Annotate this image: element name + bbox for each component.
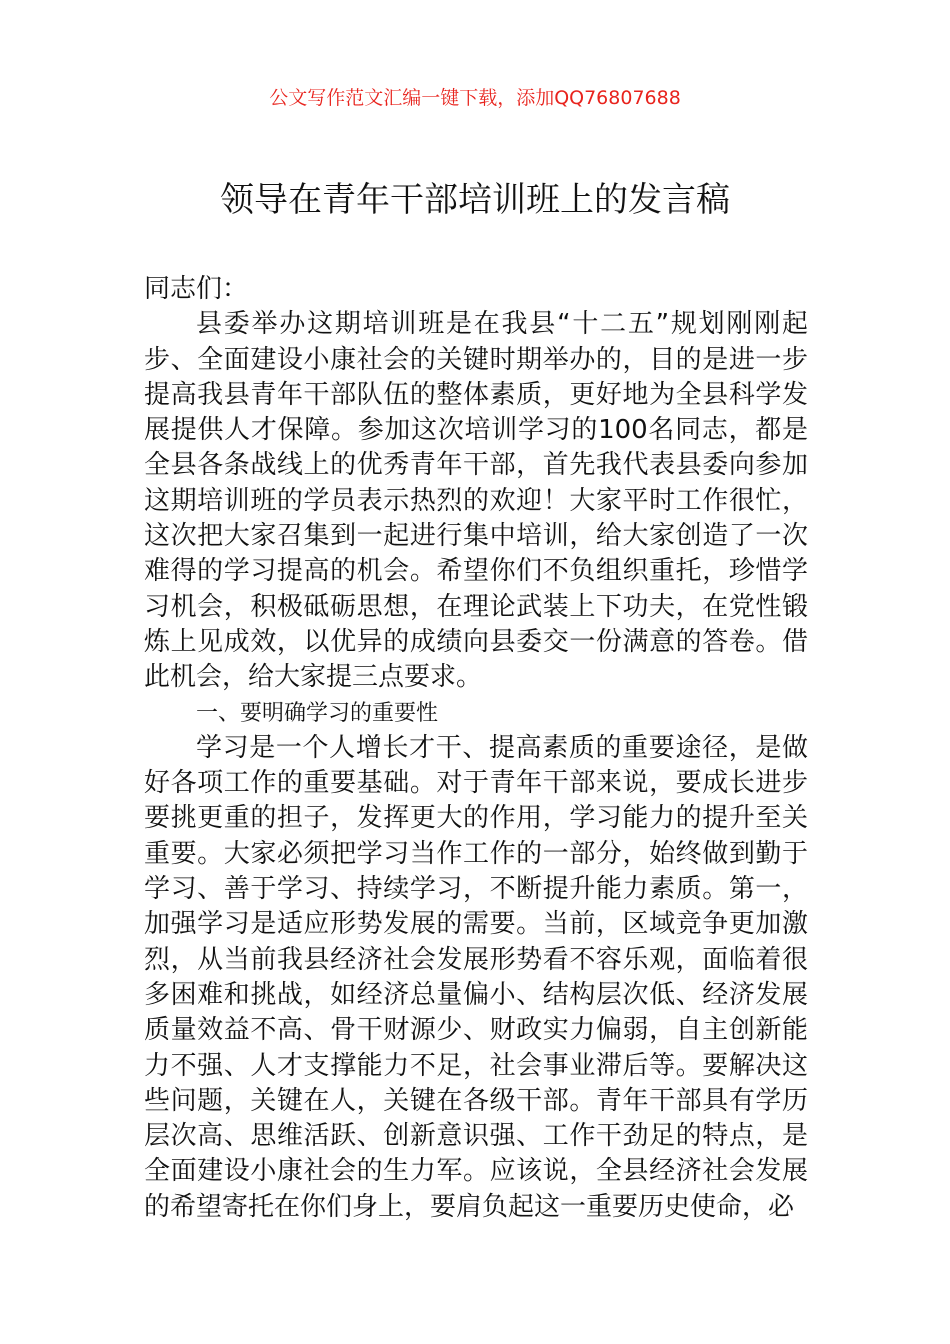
salutation: 同志们： bbox=[144, 274, 249, 304]
document-body bbox=[144, 272, 808, 1225]
document-title: 领导在青年干部培训班上的发言稿 bbox=[220, 180, 730, 220]
download-banner: 公文写作范文汇编一键下载，添加QQ76807688 bbox=[269, 87, 681, 109]
section-paragraph: 学习是一个人增长才干、提高素质的重要途径，是做好各项工作的重要基础。对于青年干部来说，要成长进步要挑更重的担子，发挥更大的作用，学习能力的提升至关重要。大家必须把学习当作工作的一部分，始终做到勤于学习、善于学习、持续学习，不断提升能力素质。第一，加强学习是适应形势发展的需要。当前，区域竞争更加激烈，从当前我县经济社会发展形势看不容乐观，面临着很多困难和挑战，如经济总量偏小、结构层次低、经济发展质量效益不高、骨干财源少、财政实力偏弱，自主创新能力不强、人才支撑能力不足，社会事业滞后等。要解决这些问题，关键在人，关键在各级干部。青年干部具有学历层次高、思维活跃、创新意识强、工作干劲足的特点，是全面建设小康社会的生力军。应该说，全县经济社会发展的希望寄托在你们身上，要肩负起这一重要历史使命，必 bbox=[144, 732, 808, 1222]
section-heading: 一、要明确学习的重要性 bbox=[196, 700, 439, 726]
body-paragraph: 县委举办这期培训班是在我县“十二五”规划刚刚起步、全面建设小康社会的关键时期举办的，目的是进一步提高我县青年干部队伍的整体素质，更好地为全县科学发展提供人才保障。参加这次培训学习的100名同志，都是全县各条战线上的优秀青年干部，首先我代表县委向参加这期培训班的学员表示热烈的欢迎！大家平时工作很忙，这次把大家召集到一起进行集中培训，给大家创造了一次难得的学习提高的机会。希望你们不负组织重托，珍惜学习机会，积极砥砺思想，在理论武装上下功夫，在党性锻炼上见成效，以优异的成绩向县委交一份满意的答卷。借此机会，给大家提三点要求。 bbox=[144, 309, 808, 693]
